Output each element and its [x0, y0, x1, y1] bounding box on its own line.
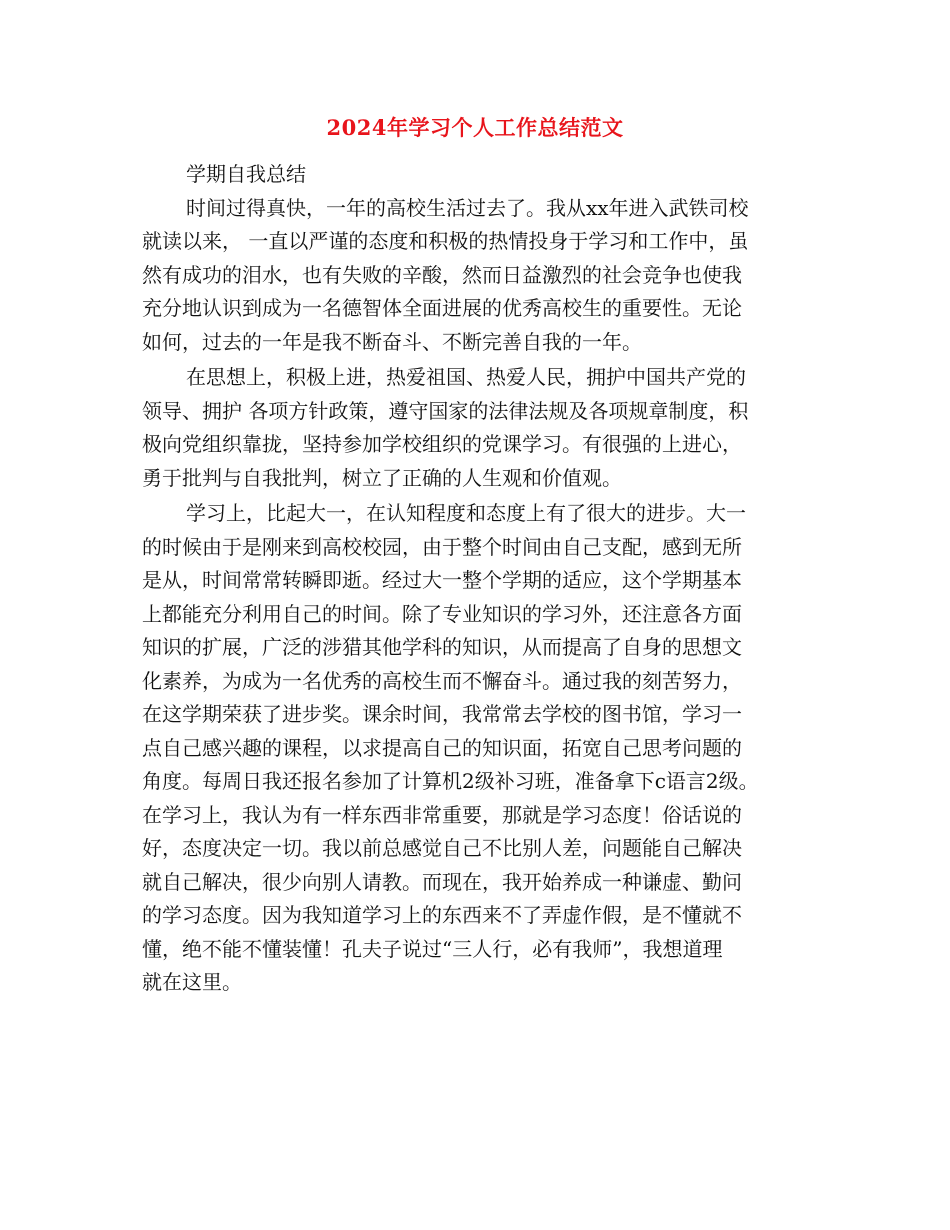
paragraph-line: 好，态度决定一切。我以前总感觉自己不比别人差，问题能自己解决 [142, 836, 742, 860]
paragraph-line: 时间过得真快，一年的高校生活过去了。我从xx年进入武铁司校 [186, 195, 749, 220]
paragraph-line: 懂，绝不能不懂装懂！孔夫子说过“三人行，必有我师”，我想道理 [142, 936, 723, 961]
document-title: 2024年学习个人工作总结范文 [326, 115, 624, 140]
paragraph-line: 在学习上，我认为有一样东西非常重要，那就是学习态度！俗话说的 [142, 802, 742, 827]
paragraph-line: 角度。每周日我还报名参加了计算机2级补习班，准备拿下c语言2级。 [142, 769, 759, 793]
paragraph-line: 的时候由于是刚来到高校校园，由于整个时间由自己支配，感到无所 [142, 534, 742, 559]
paragraph-line: 在这学期荣获了进步奖。课余时间，我常常去学校的图书馆，学习一 [142, 702, 742, 726]
paragraph-line: 如何，过去的一年是我不断奋斗、不断完善自我的一年。 [142, 329, 642, 354]
paragraph-line: 学习上，比起大一，在认知程度和态度上有了很大的进步。大一 [186, 501, 746, 525]
paragraph-line: 充分地认识到成为一名德智体全面进展的优秀高校生的重要性。无论 [142, 296, 742, 320]
paragraph-line: 点自己感兴趣的课程，以求提高自己的知识面，拓宽自己思考问题的 [142, 735, 742, 760]
paragraph-line: 就自己解决，很少向别人请教。而现在，我开始养成一种谦虚、勤问 [142, 869, 742, 894]
paragraph-line: 化素养，为成为一名优秀的高校生而不懈奋斗。通过我的刻苦努力， [142, 668, 742, 693]
paragraph-line: 知识的扩展，广泛的涉猎其他学科的知识，从而提高了自身的思想文 [142, 635, 742, 659]
document-body [142, 158, 802, 1000]
paragraph-line: 是从，时间常常转瞬即逝。经过大一整个学期的适应，这个学期基本 [142, 568, 742, 592]
paragraph-line: 学期自我总结 [186, 162, 306, 186]
paragraph-line: 然有成功的泪水，也有失败的辛酸，然而日益激烈的社会竞争也使我 [142, 262, 742, 287]
paragraph-line: 勇于批判与自我批判，树立了正确的人生观和价值观。 [142, 465, 622, 490]
paragraph-line: 领导、拥护 各项方针政策，遵守国家的法律法规及各项规章制度，积 [142, 398, 749, 423]
paragraph-line: 就在这里。 [142, 970, 242, 994]
paragraph-line: 的学习态度。因为我知道学习上的东西来不了弄虚作假，是不懂就不 [142, 903, 742, 927]
paragraph-line: 在思想上，积极上进，热爱祖国、热爱人民，拥护中国共产党的 [186, 365, 746, 389]
paragraph-line: 上都能充分利用自己的时间。除了专业知识的学习外，还注意各方面 [142, 601, 742, 626]
paragraph-line: 就读以来， 一直以严谨的态度和积极的热情投身于学习和工作中，虽 [142, 229, 749, 253]
paragraph-line: 极向党组织靠拢，坚持参加学校组织的党课学习。有很强的上进心， [142, 432, 742, 456]
